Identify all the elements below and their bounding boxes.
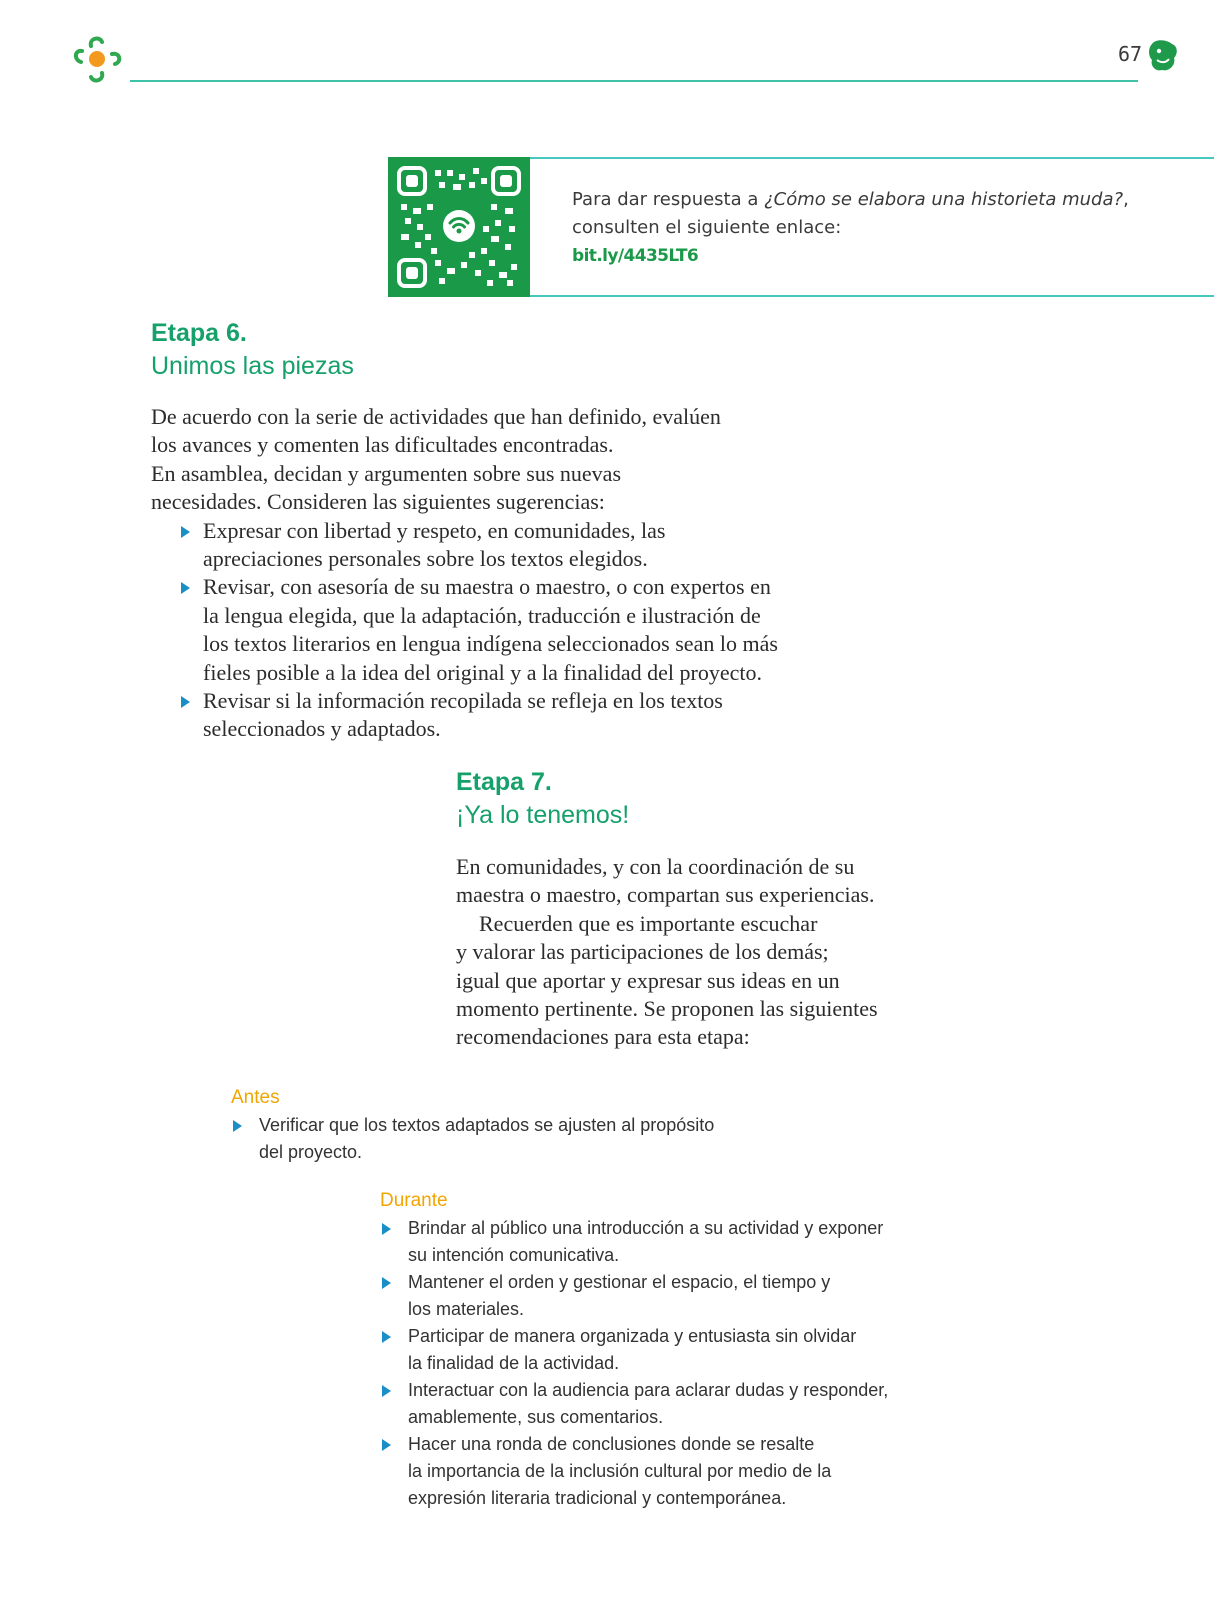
bullet-arrow-icon: [181, 526, 190, 538]
antes-section: [231, 1112, 791, 1166]
qr-panel-text: [572, 186, 1172, 270]
stage7-body: [456, 853, 936, 1052]
bullet-arrow-icon: [181, 582, 190, 594]
list-item: Verificar que los textos adaptados se ajusten al propósito del proyecto.: [231, 1112, 791, 1166]
stage6-bullet-list: [151, 517, 791, 744]
stage7-line: maestra o maestro, compartan sus experiencias.: [456, 882, 875, 908]
qr-panel-line2: consulten el siguiente enlace:: [572, 217, 842, 238]
bullet-arrow-icon: [181, 696, 190, 708]
stage7-number: Etapa 7.: [456, 768, 552, 796]
qr-panel-line1: Para dar respuesta a ¿Cómo se elabora una historieta muda?,: [572, 189, 1129, 210]
durante-section: [380, 1215, 940, 1512]
bullet-arrow-icon: [233, 1120, 242, 1132]
stage7-title: ¡Ya lo tenemos!: [456, 801, 630, 829]
list-item: Brindar al público una introducción a su actividad y exponer su intención comunicativa.: [380, 1215, 940, 1269]
durante-heading: Durante: [380, 1190, 448, 1211]
list-item: Interactuar con la audiencia para aclarar dudas y responder, amablemente, sus comentarios.: [380, 1377, 940, 1431]
list-item: Hacer una ronda de conclusiones donde se resalte la importancia de la inclusión cultural por medio de la expresión literaria tradicional y contemporánea.: [380, 1431, 940, 1512]
bullet-arrow-icon: [382, 1223, 391, 1235]
resource-link[interactable]: bit.ly/4435LT6: [572, 246, 699, 266]
list-item: Mantener el orden y gestionar el espacio, el tiempo y los materiales.: [380, 1269, 940, 1323]
qr-panel-top-border: [530, 157, 1214, 159]
stage6-intro-line: En asamblea, decidan y argumenten sobre sus nuevas: [151, 460, 622, 486]
list-item: Participar de manera organizada y entusiasta sin olvidar la finalidad de la actividad.: [380, 1323, 940, 1377]
stage7-line: En comunidades, y con la coordinación de su: [456, 854, 855, 879]
qr-panel-bottom-border: [530, 295, 1214, 297]
list-item: Revisar si la información recopilada se refleja en los textos seleccionados y adaptados.: [151, 687, 791, 744]
flower-logo-icon: [72, 34, 126, 86]
bullet-arrow-icon: [382, 1385, 391, 1397]
qr-question: ¿Cómo se elabora una historieta muda?: [764, 189, 1124, 210]
qr-code-icon[interactable]: [388, 157, 530, 297]
stage7-line: igual que aportar y expresar sus ideas en un: [456, 967, 840, 993]
header-rule: [130, 80, 1138, 82]
green-mascot-icon: [1146, 38, 1180, 74]
antes-bullet-list: [231, 1112, 791, 1166]
stage7-line: y valorar las participaciones de los demás;: [456, 939, 829, 965]
stage6-title: Unimos las piezas: [151, 352, 354, 380]
stage6-intro-line: necesidades. Consideren las siguientes sugerencias:: [151, 489, 605, 515]
durante-bullet-list: [380, 1215, 940, 1512]
stage7-line: recomendaciones para esta etapa:: [456, 1024, 750, 1050]
antes-heading: Antes: [231, 1087, 280, 1108]
stage6-intro-line: los avances y comenten las dificultades encontradas.: [151, 432, 614, 458]
page-number: 67: [1118, 42, 1143, 66]
stage6-number: Etapa 6.: [151, 319, 247, 347]
stage6-intro-line: De acuerdo con la serie de actividades que han definido, evalúen: [151, 404, 721, 429]
bullet-arrow-icon: [382, 1331, 391, 1343]
bullet-arrow-icon: [382, 1277, 391, 1289]
bullet-arrow-icon: [382, 1439, 391, 1451]
list-item: Expresar con libertad y respeto, en comunidades, las apreciaciones personales sobre los textos elegidos.: [151, 517, 791, 574]
stage7-line: momento pertinente. Se proponen las siguientes: [456, 996, 878, 1022]
stage6-body: [151, 403, 791, 744]
list-item: Revisar, con asesoría de su maestra o maestro, o con expertos en la lengua elegida, que la adaptación, traducción e ilustración de los textos literarios en lengua indígena seleccionados sean lo más fieles posible a la idea del original y a la finalidad del proyecto.: [151, 573, 791, 687]
stage7-line: Recuerden que es importante escuchar: [479, 910, 818, 936]
